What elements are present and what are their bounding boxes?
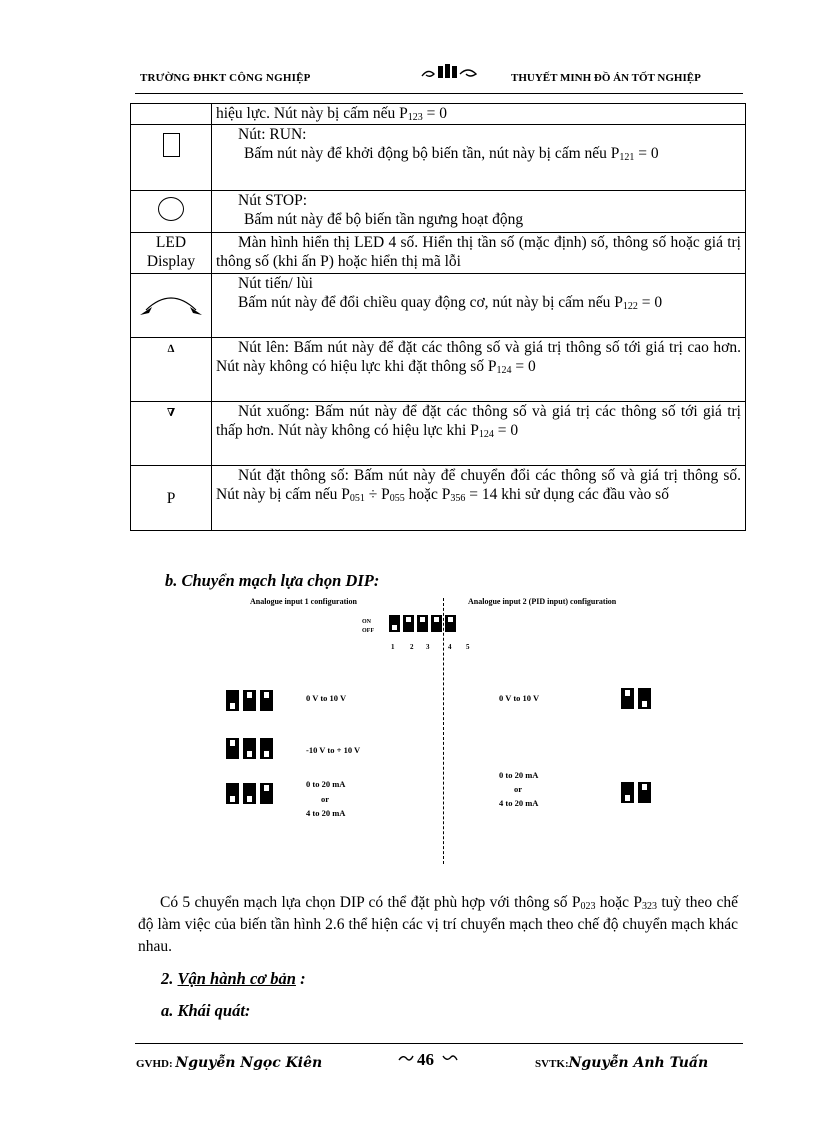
header-school: TRƯỜNG ĐHKT CÔNG NGHIỆP — [140, 72, 311, 84]
footer-rule — [135, 1043, 743, 1044]
label-0-10v-right: 0 V to 10 V — [499, 693, 540, 703]
dip-switch-3 — [417, 615, 428, 632]
label-ma-or-right: or — [514, 784, 523, 794]
table-row: P Nút đặt thông số: Bấm nút này để chuyển đổi các thông số và giá trị thông số. Nút này bị cấm nếu $P_{051} \div P_{055}$ hoặc $P_{356} = 14$ khi sử dụng các đầu vào số — [131, 466, 746, 531]
label-0-10v: 0 V to 10 V — [306, 693, 347, 703]
dip-config-0-10v — [226, 690, 277, 711]
dip-divider — [443, 598, 444, 864]
dip-right-title: Analogue input 2 (PID input) configuration — [468, 597, 617, 606]
off-label: OFF — [362, 628, 374, 634]
down-key-icon: ∇ — [166, 407, 176, 419]
dip-number: 2 — [410, 643, 414, 651]
dip-config-pm10v — [226, 738, 277, 759]
dip-switch-5 — [445, 615, 456, 632]
dip-switch-bank — [389, 615, 459, 633]
table-row: Nút: RUN: Bấm nút này để khởi động bộ biến tần, nút này bị cấm nếu $P_{121} = 0$ — [131, 125, 746, 191]
header-rule — [135, 93, 743, 94]
dip-number: 4 — [448, 643, 452, 651]
section-heading: 2. Vận hành cơ bản : — [161, 969, 306, 988]
dip-heading: b. Chuyển mạch lựa chọn DIP: — [165, 571, 380, 590]
label-ma-b: 4 to 20 mA — [306, 808, 346, 818]
dip-switch-1 — [389, 615, 400, 632]
header-title: THUYẾT MINH ĐỒ ÁN TỐT NGHIỆP — [511, 72, 701, 84]
led-label: LED — [155, 234, 187, 251]
table-row: Nút tiến/ lùi Bấm nút này để đổi chiều quay động cơ, nút này bị cấm nếu $P_{122} = 0$ — [131, 274, 746, 338]
up-key-icon: ∆ — [167, 343, 175, 355]
label-ma-a: 0 to 20 mA — [306, 779, 346, 789]
dip-number: 5 — [466, 643, 470, 651]
label-ma-or: or — [321, 794, 330, 804]
dip-config-ma-right — [621, 782, 655, 803]
p-key-label: P — [166, 489, 176, 507]
table-row: LED Display Màn hình hiển thị LED 4 số. Hiển thị tần số (mặc định) số, thông số hoặc giá trị thông số (khi ấn P) hoặc hiển thị mã lỗi — [131, 233, 746, 274]
ornament-icon — [420, 62, 480, 82]
label-ma-a-right: 0 to 20 mA — [499, 770, 539, 780]
page-number: 46 — [417, 1050, 434, 1069]
footer-student: SVTK:Nguyễn Anh Tuấn — [535, 1055, 709, 1071]
label-ma-b-right: 4 to 20 mA — [499, 798, 539, 808]
reverse-arrows-icon — [136, 288, 206, 318]
on-label: ON — [362, 619, 371, 625]
dip-switch-4 — [431, 615, 442, 632]
page-ornament-right-icon — [442, 1052, 458, 1064]
display-label: Display — [146, 253, 196, 270]
dip-left-title: Analogue input 1 configuration — [250, 597, 357, 606]
table-row: hiệu lực. Nút này bị cấm nếu $P_{123} = 0$ — [131, 104, 746, 125]
dip-number: 1 — [391, 643, 395, 651]
stop-key-icon — [158, 197, 184, 221]
page-ornament-left-icon — [398, 1052, 414, 1064]
dip-number: 3 — [426, 643, 430, 651]
dip-paragraph: Có 5 chuyển mạch lựa chọn DIP có thể đặt phù hợp với thông số $P_{023}$ hoặc $P_{323}$ tuỳ theo chế độ làm việc của biến tần hình 2.6 thể hiện các vị trí chuyển mạch theo chế độ chuyển mạch khác nhau. — [138, 894, 738, 955]
subsection-heading: a. Khái quát: — [161, 1001, 251, 1020]
table-row: ∇ Nút xuống: Bấm nút này để đặt các thông số và giá trị các thông số tới giá trị thấp hơn. Nút này không có hiệu lực khi $P_{124} = 0$ — [131, 402, 746, 466]
dip-config-0-10v-right — [621, 688, 655, 709]
keypad-table — [130, 103, 746, 531]
dip-switch-2 — [403, 615, 414, 632]
run-key-icon — [163, 133, 180, 157]
table-row: ∆ Nút lên: Bấm nút này để đặt các thông số và giá trị thông số tới giá trị cao hơn. Nút này không có hiệu lực khi đặt thông số $P_{124} = 0$ — [131, 338, 746, 402]
label-pm10v: -10 V to + 10 V — [306, 745, 361, 755]
table-row: Nút STOP: Bấm nút này để bộ biến tần ngưng hoạt động — [131, 191, 746, 233]
footer-advisor: GVHD: Nguyễn Ngọc Kiên — [136, 1055, 323, 1071]
dip-config-ma — [226, 783, 277, 804]
